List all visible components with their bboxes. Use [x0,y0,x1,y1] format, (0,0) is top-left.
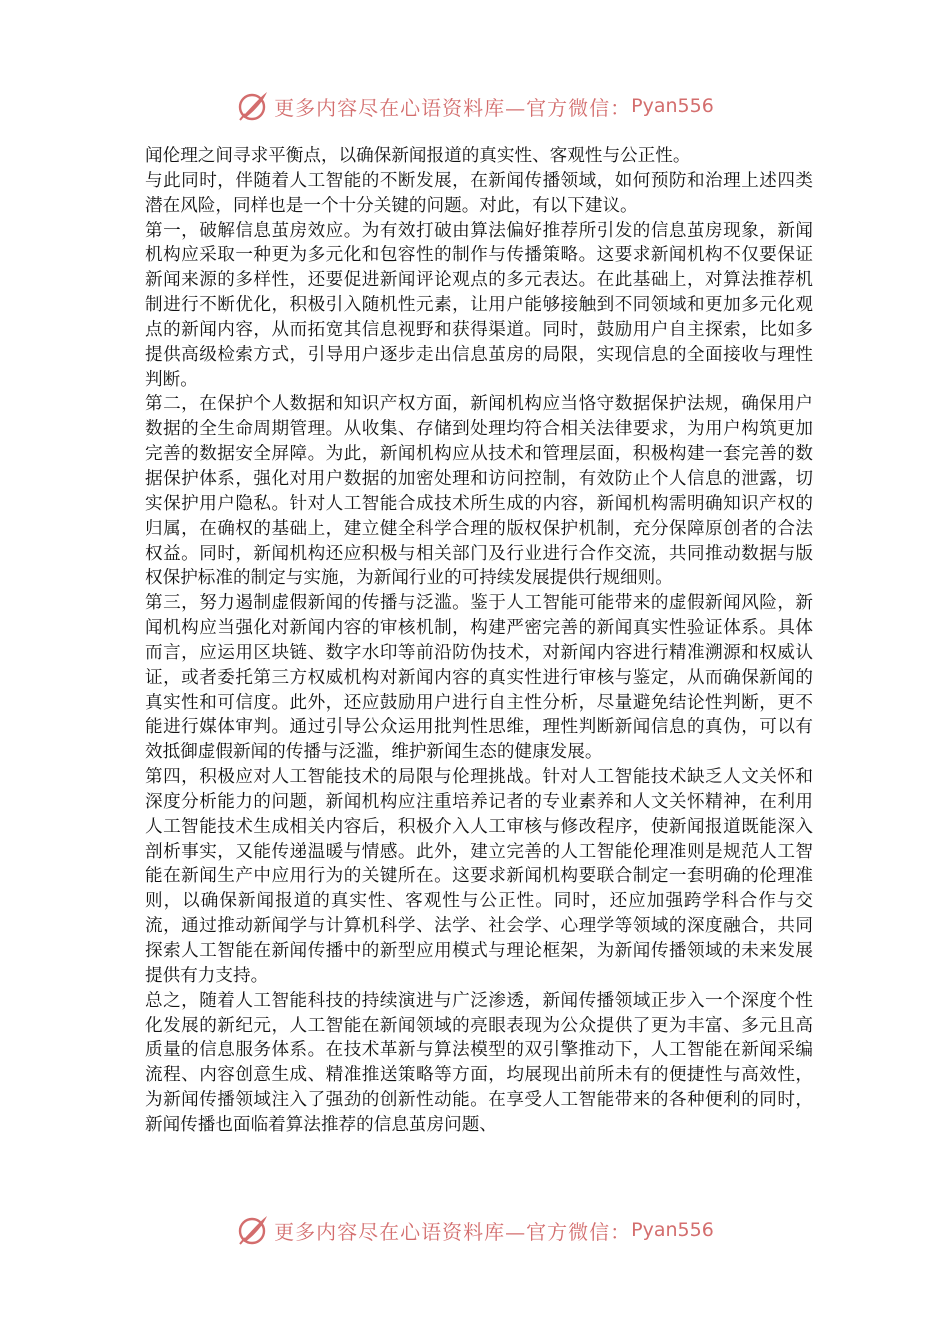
footer-banner-text: 更多内容尽在心语资料库—官方微信： [274,1219,632,1244]
paragraph: 与此同时，伴随着人工智能的不断发展，在新闻传播领域，如何预防和治理上述四类潜在风险，同样也是一个十分关键的问题。对此，有以下建议。 [145,170,813,216]
footer-wechat-id: Pyan556 [631,1219,714,1241]
document-body [145,144,813,1138]
header-banner-text: 更多内容尽在心语资料库—官方微信： [274,95,632,120]
paragraph: 闻伦理之间寻求平衡点，以确保新闻报道的真实性、客观性与公正性。 [145,146,691,166]
quill-logo-icon [236,89,270,123]
header-banner [0,84,950,128]
paragraph: 第二，在保护个人数据和知识产权方面，新闻机构应当恪守数据保护法规，确保用户数据的全生命周期管理。从收集、存储到处理均符合相关法律要求，为用户构筑更加完善的数据安全屏障。为此，新闻机构应从技术和管理层面，积极构建一套完善的数据保护体系，强化对用户数据的加密处理和访问控制，有效防止个人信息的泄露，切实保护用户隐私。针对人工智能合成技术所生成的内容，新闻机构需明确知识产权的归属，在确权的基础上，建立健全科学合理的版权保护机制，充分保障原创者的合法权益。同时，新闻机构还应积极与相关部门及行业进行合作交流，共同推动数据与版权保护标准的制定与实施，为新闻行业的可持续发展提供行规细则。 [145,394,813,589]
paragraph: 第三，努力遏制虚假新闻的传播与泛滥。鉴于人工智能可能带来的虚假新闻风险，新闻机构应当强化对新闻内容的审核机制，构建严密完善的新闻真实性验证体系。具体而言，应运用区块链、数字水印等前沿防伪技术，对新闻内容进行精准溯源和权威认证，或者委托第三方权威机构对新闻内容的真实性进行审核与鉴定，从而确保新闻的真实性和可信度。此外，还应鼓励用户进行自主性分析，尽量避免结论性判断，更不能进行媒体审判。通过引导公众运用批判性思维，理性判断新闻信息的真伪，可以有效抵御虚假新闻的传播与泛滥，维护新闻生态的健康发展。 [145,593,813,763]
paragraph: 第四，积极应对人工智能技术的局限与伦理挑战。针对人工智能技术缺乏人文关怀和深度分析能力的问题，新闻机构应注重培养记者的专业素养和人文关怀精神，在利用人工智能技术生成相关内容后，积极介入人工审核与修改程序，使新闻报道既能深入剖析事实，又能传递温暖与情感。此外，建立完善的人工智能伦理准则是规范人工智能在新闻生产中应用行为的关键所在。这要求新闻机构要联合制定一套明确的伦理准则，以确保新闻报道的真实性、客观性与公正性。同时，还应加强跨学科合作与交流，通过推动新闻学与计算机科学、法学、社会学、心理学等领域的深度融合，共同探索人工智能在新闻传播中的新型应用模式与理论框架，为新闻传播领域的未来发展提供有力支持。 [145,767,813,986]
header-wechat-id: Pyan556 [631,95,714,117]
quill-logo-icon [236,1213,270,1247]
paragraph: 第一，破解信息茧房效应。为有效打破由算法偏好推荐所引发的信息茧房现象，新闻机构应采取一种更为多元化和包容性的制作与传播策略。这要求新闻机构不仅要保证新闻来源的多样性，还要促进新闻评论观点的多元表达。在此基础上，对算法推荐机制进行不断优化，积极引入随机性元素，让用户能够接触到不同领域和更加多元化观点的新闻内容，从而拓宽其信息视野和获得渠道。同时，鼓励用户自主探索，比如多提供高级检索方式，引导用户逐步走出信息茧房的局限，实现信息的全面接收与理性判断。 [145,220,813,390]
footer-banner [0,1208,950,1252]
paragraph: 总之，随着人工智能科技的持续演进与广泛渗透，新闻传播领域正步入一个深度个性化发展的新纪元，人工智能在新闻领域的亮眼表现为公众提供了更为丰富、多元且高质量的信息服务体系。在技术革新与算法模型的双引擎推动下，人工智能在新闻采编流程、内容创意生成、精准推送策略等方面，均展现出前所未有的便捷性与高效性，为新闻传播领域注入了强劲的创新性动能。在享受人工智能带来的各种便利的同时，新闻传播也面临着算法推荐的信息茧房问题、 [145,990,813,1135]
